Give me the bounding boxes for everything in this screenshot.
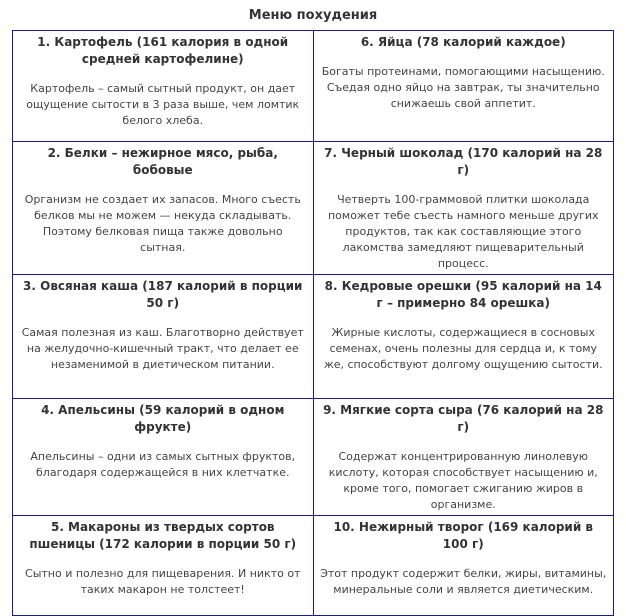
menu-item-pine-nuts	[313, 275, 614, 399]
menu-item-title: 10. Нежирный творог (169 калорий в 100 г)	[333, 520, 594, 551]
menu-item-description: Этот продукт содержит белки, жиры, витамины, минеральные соли и является диетическим.	[320, 567, 607, 596]
table-row	[13, 399, 614, 516]
menu-item-dark-chocolate	[313, 142, 614, 275]
page-title: Меню похудения	[248, 8, 378, 23]
menu-item-description: Четверть 100-граммовой плитки шоколада поможет тебе съесть намного меньше других продуктов, так как составляющие этого лакомства замедляют пищеварительный процесс.	[327, 193, 599, 270]
menu-item-description: Картофель – самый сытный продукт, он дает ощущение сытости в 3 раза выше, чем ломтик белого хлеба.	[26, 82, 300, 127]
menu-item-eggs	[313, 31, 614, 142]
menu-item-description: Жирные кислоты, содержащиеся в сосновых семенах, очень полезны для сердца и, к тому же, способствуют долгому ощущению сытости.	[323, 326, 603, 371]
menu-item-title: 9. Мягкие сорта сыра (76 калорий на 28 г)	[323, 403, 604, 434]
table-row	[13, 516, 614, 616]
menu-item-description: Сытно и полезно для пищеварения. И никто от таких макарон не толстеет!	[25, 567, 301, 596]
menu-item-description: Апельсины – одни из самых сытных фруктов, благодаря содержащейся в них клетчатке.	[30, 450, 296, 479]
menu-item-cottage-cheese	[313, 516, 614, 616]
menu-item-title: 3. Овсяная каша (187 калорий в порции 50 г)	[23, 279, 303, 310]
menu-item-oatmeal	[13, 275, 314, 399]
table-row	[13, 275, 614, 399]
menu-item-title: 2. Белки – нежирное мясо, рыба, бобовые	[47, 146, 278, 177]
table-row	[13, 31, 614, 142]
menu-item-potato	[13, 31, 314, 142]
menu-item-proteins	[13, 142, 314, 275]
menu-item-title: 7. Черный шоколад (170 калорий на 28 г)	[324, 146, 603, 177]
menu-item-title: 4. Апельсины (59 калорий в одном фрукте)	[41, 403, 285, 434]
table-row	[13, 142, 614, 275]
menu-item-title: 1. Картофель (161 калория в одной средней картофелине)	[37, 35, 289, 66]
menu-item-title: 5. Макароны из твердых сортов пшеницы (172 калории в порции 50 г)	[29, 520, 297, 551]
menu-item-title: 8. Кедровые орешки (95 калорий на 14 г – примерно 84 орешка)	[324, 279, 602, 310]
menu-item-soft-cheese	[313, 399, 614, 516]
diet-menu-table	[12, 30, 614, 616]
menu-item-title: 6. Яйца (78 калорий каждое)	[360, 35, 566, 49]
menu-item-oranges	[13, 399, 314, 516]
menu-item-description: Организм не создает их запасов. Много съесть белков мы не можем — некуда складывать. Поэтому белковая пища также довольно сытная.	[24, 193, 301, 254]
menu-item-description: Богаты протеинами, помогающими насыщению. Съедая одно яйцо на завтрак, ты значительно снижаешь свой аппетит.	[321, 65, 605, 110]
menu-item-pasta	[13, 516, 314, 616]
menu-item-description: Содержат концентрированную линолевую кислоту, которая способствует насыщению и, кроме того, помогает сжиганию жиров в организме.	[328, 450, 598, 511]
menu-item-description: Самая полезная из каш. Благотворно действует на желудочно-кишечный тракт, что делает ее незаменимой в диетическом питании.	[21, 326, 304, 371]
